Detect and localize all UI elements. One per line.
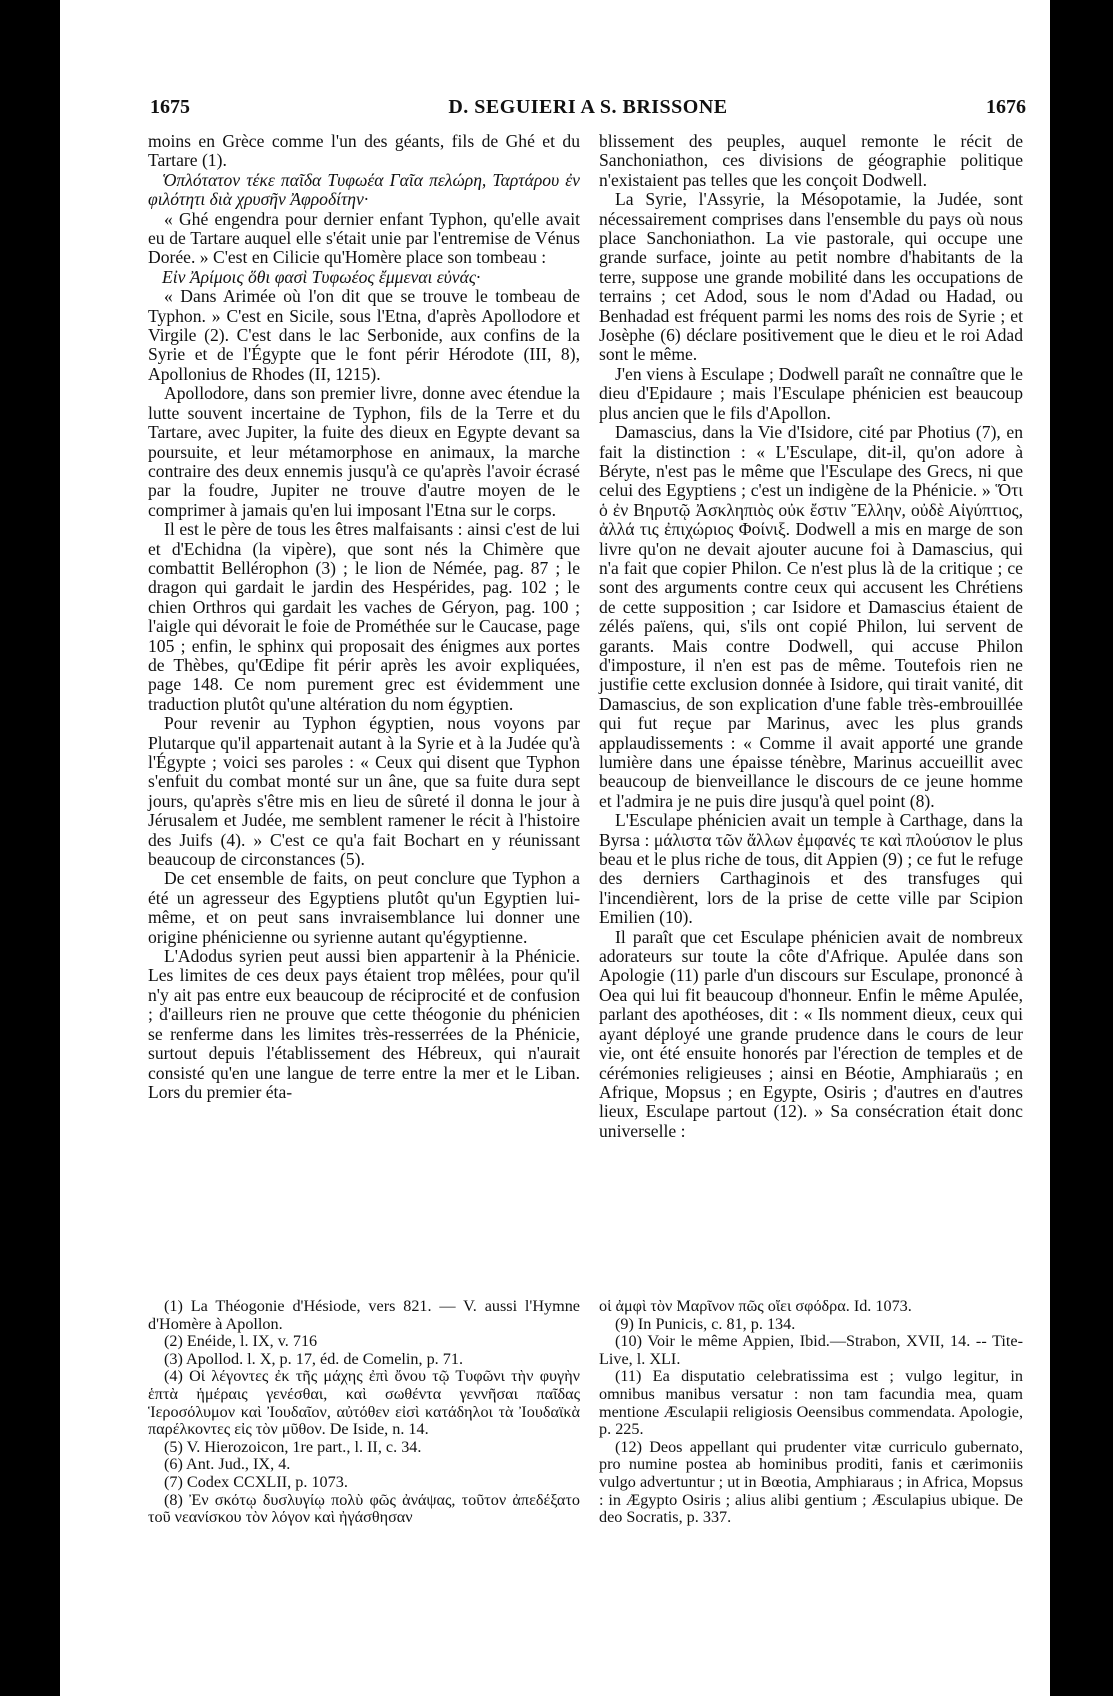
footnote: (2) Enéide, l. IX, v. 716 bbox=[164, 1332, 318, 1351]
paragraph: Il est le père de tous les êtres malfaisants : ainsi c'est de lui et d'Echidna (la vipère), que sont nés la Chimère que combattit Bellérophon (3) ; le lion de Némée, pag. 87 ; le dragon qui gardait le jardin des Hespérides, pag. 102 ; le chien Orthros qui gardait les vaches de Géryon, pag. 100 ; l'aigle qui dévorait le foie de Prométhée sur le Caucase, page 105 ; enfin, le sphinx qui proposait des énigmes aux portes de Thèbes, qu'Œdipe fit périr après les avoir expliquées, page 148. Ce nom purement grec est évidemment une traduction plutôt qu'une altération du nom égyptien. bbox=[148, 519, 580, 714]
left-column bbox=[148, 132, 580, 1102]
footnotes-right bbox=[599, 1298, 1023, 1527]
paragraph: blissement des peuples, auquel remonte le récit de Sanchoniathon, ces divisions de géographie politique n'existaient pas telles que les conçoit Dodwell. bbox=[599, 131, 1023, 190]
paragraph: « Dans Arimée où l'on dit que se trouve le tombeau de Typhon. » C'est en Sicile, sous l'Etna, d'après Apollodore et Virgile (2). C'est dans le lac Serbonide, aux confins de la Syrie et de l'Égypte que le font périr Hérodote (III, 8), Apollonius de Rhodes (II, 1215). bbox=[148, 286, 580, 384]
footnote: (5) V. Hierozoicon, 1re part., l. II, c. 34. bbox=[164, 1437, 422, 1456]
footnote: (12) Deos appellant qui prudenter vitæ curriculo gubernato, pro numine postea ab hominibus proditi, fanis et cærimoniis vulgo advertuntur ; ut in Bœotia, Amphiaraus ; in Africa, Mopsus : in Ægypto Osiris ; alius alibi gentium ; Æsculapius ubique. De deo Socratis, p. 337. bbox=[599, 1437, 1023, 1527]
paragraph: Damascius, dans la Vie d'Isidore, cité par Photius (7), en fait la distinction : « L'Esculape, dit-il, qu'on adore à Béryte, n'est pas le même que l'Esculape des Grecs, ni que celui des Egyptiens ; c'est un indigène de la Phénicie. » Ὅτι ὁ ἐν Βηρυτῷ Ἀσκληπιὸς οὐκ ἔστιν Ἕλλην, οὐδὲ Αἰγύπτιος, ἀλλά τις ἐπιχώριος Φοίνιξ. Dodwell a mis en marge de son livre qu'on ne devait ajouter aucune foi à Damascius, qui n'a fait que copier Philon. Ce n'est plus là de la critique ; ce sont des arguments contre ceux qui accusent les Chrétiens de cette supposition ; car Isidore et Damascius étaient de zélés païens, qui, s'ils ont copié Philon, lui servent de garants. Mais contre Dodwell, qui accuse Philon d'imposture, il n'en est pas de même. Toutefois rien ne justifie cette exclusion donnée à Isidore, qui tirait vanité, dit Damascius, de son explication d'une fable très-embrouillée qui fut reçue par Marinus, avec les plus grands applaudissements : « Comme il avait apporté une grande lumière dans une épaisse ténèbre, Marinus accueillit avec beaucoup de bienveillance le discours de ce jeune homme et l'admira je ne puis dire jusqu'à quel point (8). bbox=[599, 422, 1023, 811]
page-number-left: 1675 bbox=[150, 96, 190, 118]
paragraph: J'en viens à Esculape ; Dodwell paraît ne connaître que le dieu d'Epidaure ; mais l'Esculape phénicien est beaucoup plus ancien que le fils d'Apollon. bbox=[599, 363, 1023, 423]
document-page bbox=[60, 0, 1050, 1696]
greek-quote: Εἰν Ἀρίμοις ὅθι φασὶ Τυφωέος ἔμμεναι εὐνάς· bbox=[162, 266, 481, 287]
footnote: (11) Ea disputatio celebratissima est ; vulgo legitur, in omnibus manibus versatur : non tam facundia mea, quam mentione Æsculapii religiosis Oeensibus commendata. Apologie, p. 225. bbox=[599, 1367, 1023, 1439]
paragraph: L'Adodus syrien peut aussi bien appartenir à la Phénicie. Les limites de ces deux pays étaient trop mêlées, pour qu'il n'y ait pas entre eux beaucoup de réciprocité et de confusion ; d'ailleurs rien ne prouve que cette théogonie du phénicien se renferme dans les limites très-resserrées de la Phénicie, surtout depuis l'établissement des Hébreux, qui n'aurait consisté qu'en une langue de terre entre la mer et le Liban. Lors du premier éta- bbox=[148, 946, 580, 1102]
paragraph: La Syrie, l'Assyrie, la Mésopotamie, la Judée, sont nécessairement comprises dans l'ensemble du pays où nous place Sanchoniathon. La vie pastorale, qui occupe une grande surface, jointe au petit nombre d'habitants de la terre, suppose une grande mobilité dans les occupations de terrains ; cet Adod, sous le nom d'Adad ou Hadad, ou Benhadad est fréquent parmi les noms des rois de Syrie ; et Josèphe (6) déclare positivement que le dieu et le roi Adad sont le même. bbox=[599, 189, 1023, 365]
page-header bbox=[150, 96, 1026, 126]
paragraph: Il paraît que cet Esculape phénicien avait de nombreux adorateurs sur toute la côte d'Afrique. Apulée dans son Apologie (11) parle d'un discours sur Esculape, prononcé à Oea qui lui fit beaucoup d'honneur. Enfin le même Apulée, parlant des apothéoses, dit : « Ils nomment dieux, ceux qui ayant déployé une grande prudence dans le cours de leur vie, ont été ensuite honorés par l'érection de temples et de cérémonies religieuses ; ainsi en Béotie, Amphiaraüs ; en Afrique, Mopsus ; en Egypte, Osiris ; d'autres en d'autres lieux, Esculape partout (12). » Sa consécration était donc universelle : bbox=[599, 926, 1023, 1141]
footnote: (8) Ἐν σκότῳ δυσλυγίῳ πολὺ φῶς ἀνάψας, τοῦτον ἀπεδέξατο τοῦ νεανίσκου τὸν λόγον καὶ ἠγάσθησαν bbox=[148, 1490, 580, 1527]
page-number-right: 1676 bbox=[986, 96, 1026, 118]
running-title: D. SEGUIERI A S. BRISSONE bbox=[448, 96, 728, 118]
paragraph: L'Esculape phénicien avait un temple à Carthage, dans la Byrsa : μάλιστα τῶν ἄλλων ἐμφανές τε καὶ πλούσιον le plus beau et le plus riche de tous, dit Appien (9) ; ce fut le refuge des derniers Carthaginois et des transfuges qui l'incendièrent, lors de la prise de cette ville par Scipion Emilien (10). bbox=[599, 810, 1023, 928]
footnote: (3) Apollod. l. X, p. 17, éd. de Comelin, p. 71. bbox=[164, 1349, 463, 1368]
footnote: (10) Voir le même Appien, Ibid.—Strabon, XVII, 14. -- Tite-Live, l. XLI. bbox=[599, 1332, 1023, 1368]
footnote: οἱ ἀμφὶ τὸν Μαρῖνον πῶς οἴει σφόδρα. Id. 1073. bbox=[599, 1297, 912, 1315]
paragraph: Apollodore, dans son premier livre, donne avec étendue la lutte souvent incertaine de Typhon, fils de la Terre et du Tartare, avec Jupiter, la fuite des dieux en Egypte devant sa poursuite, et leur métamorphose en animaux, la marche contraire des deux ennemis jusqu'à ce qu'après l'avoir écrasé par la foudre, Jupiter ne trouve d'autre moyen de le comprimer à jamais qu'en lui imposant l'Etna sur le corps. bbox=[148, 383, 580, 520]
paragraph: De cet ensemble de faits, on peut conclure que Typhon a été un agresseur des Egyptiens plutôt qu'un Egyptien lui-même, et on peut sans invraisemblance lui donner une origine phénicienne ou syrienne autant qu'égyptienne. bbox=[148, 868, 580, 947]
right-column bbox=[599, 132, 1023, 1141]
footnote: (9) In Punicis, c. 81, p. 134. bbox=[615, 1314, 796, 1333]
paragraph: « Ghé engendra pour dernier enfant Typhon, qu'elle avait eu de Tartare auquel elle s'était unie par l'entremise de Vénus Dorée. » C'est en Cilicie qu'Homère place son tombeau : bbox=[148, 208, 580, 268]
greek-quote: Ὁπλότατον τέκε παῖδα Τυφωέα Γαῖα πελώρη, Ταρτάρου ἐν φιλότητι διὰ χρυσῆν Ἀφροδίτην· bbox=[148, 169, 580, 210]
paragraph: Pour revenir au Typhon égyptien, nous voyons par Plutarque qu'il appartenait autant à la Syrie et à la Judée qu'à l'Égypte ; voici ses paroles : « Ceux qui disent que Typhon s'enfuit du combat monté sur un âne, que sa fuite dura sept jours, qu'après s'être mis en lieu de sûreté il donna le jour à Jérusalem et Judée, me semblent ramener le récit à l'histoire des Juifs (4). » C'est ce qu'a fait Bochart en y réunissant beaucoup de circonstances (5). bbox=[148, 713, 580, 870]
footnote: (1) La Théogonie d'Hésiode, vers 821. — V. aussi l'Hymne d'Homère à Apollon. bbox=[148, 1297, 580, 1333]
footnote: (6) Ant. Jud., IX, 4. bbox=[164, 1455, 291, 1474]
footnotes-left bbox=[148, 1298, 580, 1527]
footnote: (4) Οἱ λέγοντες ἐκ τῆς μάχης ἐπὶ ὄνου τῷ Τυφῶνι τὴν φυγὴν ἑπτὰ ἡμέραις γενέσθαι, καὶ σωθέντα γεννῆσαι παῖδας Ἱεροσόλυμον καὶ Ἰουδαῖον, αὐτόθεν εἰσὶ κατάδηλοι τὰ Ἰουδαϊκὰ παρέλκοντες εἰς τὸν μῦθον. De Iside, n. 14. bbox=[148, 1367, 580, 1439]
footnote: (7) Codex CCXLII, p. 1073. bbox=[164, 1472, 348, 1491]
paragraph: moins en Grèce comme l'un des géants, fils de Ghé et du Tartare (1). bbox=[148, 131, 580, 171]
